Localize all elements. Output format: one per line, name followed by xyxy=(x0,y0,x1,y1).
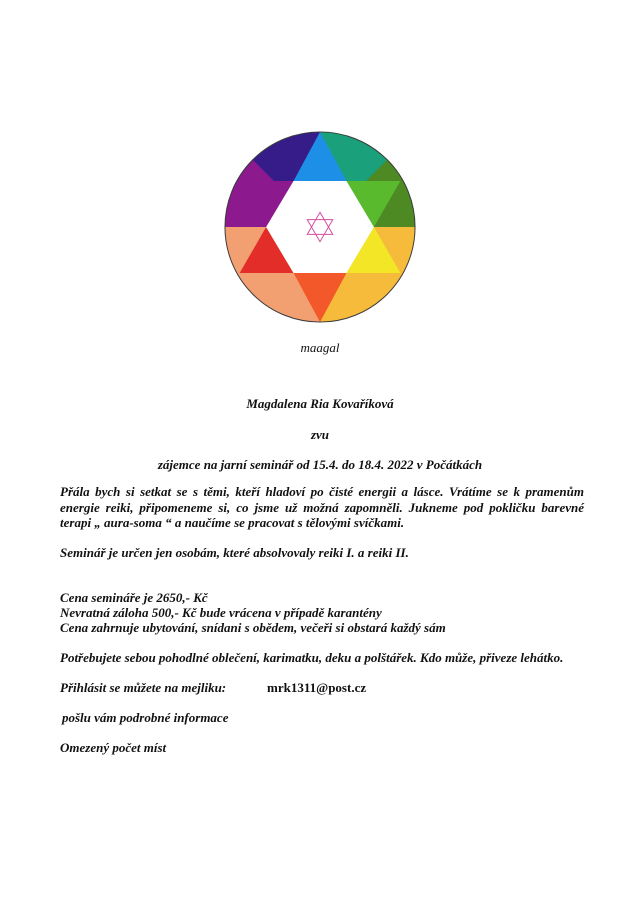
intro-paragraph: Přála bych si setkat se s těmi, kteří hladoví po čisté energii a lásce. Vrátíme se k pramenům energie reiki, připomeneme si, co jsme už možná zapomněli. Jukneme pod pokličku barevné terapi „ aura-soma “ a naučíme se pracovat s tělovými svíčkami. xyxy=(60,484,584,530)
deposit-text: Nevratná záloha 500,- Kč bude vrácena v případě karantény xyxy=(60,605,382,620)
email-link[interactable]: mrk1311@post.cz xyxy=(267,680,367,695)
sender-name: Magdalena Ria Kovaříková xyxy=(246,396,394,411)
info-text: pošlu vám podrobné informace xyxy=(62,710,229,725)
bring-text: Potřebujete sebou pohodlné oblečení, karimatku, deku a polštářek. Kdo může, přiveze lehátko. xyxy=(60,650,564,665)
limited-seats-text: Omezený počet míst xyxy=(60,740,167,755)
price-text: Cena semináře je 2650,- Kč xyxy=(60,590,208,605)
maagal-logo xyxy=(222,129,418,325)
invite-verb: zvu xyxy=(310,427,330,442)
includes-text: Cena zahrnuje ubytování, snídani s obědem, večeři si obstará každý sám xyxy=(60,620,446,635)
logo-caption: maagal xyxy=(300,340,340,355)
signup-label: Přihlásit se můžete na mejliku: xyxy=(60,680,227,695)
seminar-headline: zájemce na jarní seminář od 15.4. do 18.4. 2022 v Počátkách xyxy=(157,457,483,472)
requirement-text: Seminář je určen jen osobám, které absolvovaly reiki I. a reiki II. xyxy=(60,545,409,560)
